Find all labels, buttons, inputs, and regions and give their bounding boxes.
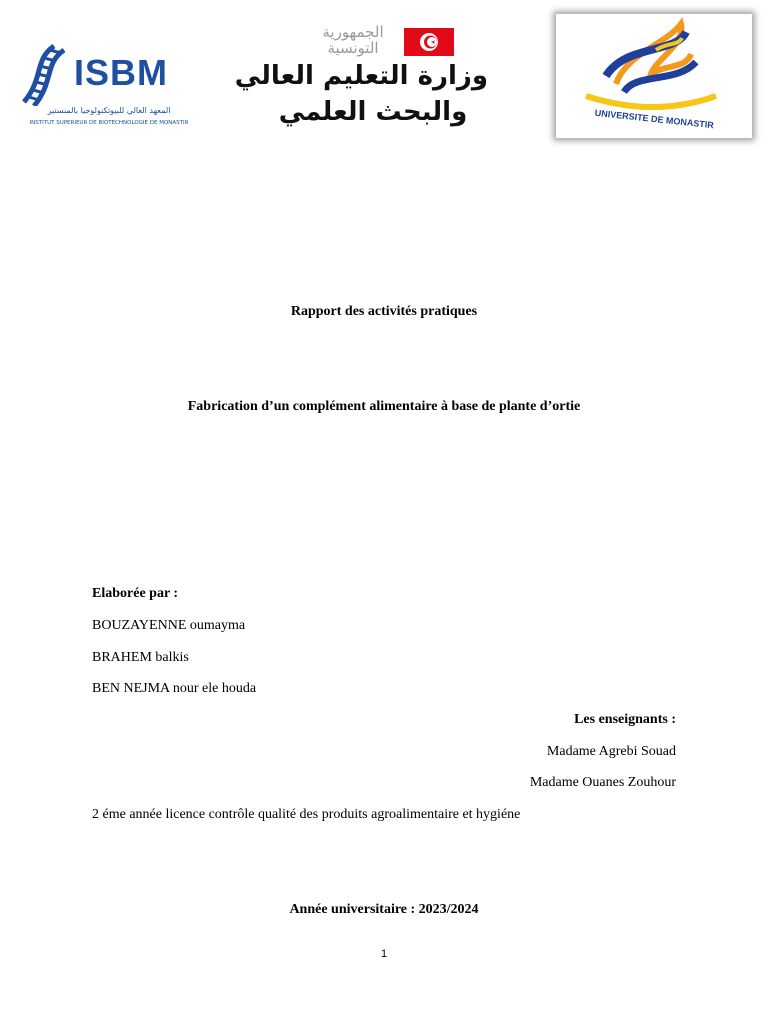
isbm-name: ISBM [74,52,168,93]
ministry-title [234,58,488,130]
university-emblem-icon [556,14,752,138]
teacher-2: Madame Ouanes Zouhour [529,775,676,790]
university-logo [556,14,752,138]
academic-year: Année universitaire : 2023/2024 [289,902,479,917]
dna-icon [14,44,68,106]
ministry-title-line1: وزارة التعليم العالي [234,61,488,91]
program-line: 2 éme année licence contrôle qualité des produits agroalimentaire et hygiéne [92,807,521,822]
republic-label: الجمهورية التونسية [322,23,384,57]
teachers-label: Les enseignants : [574,712,676,727]
isbm-arabic-name: المعهد العالي للبيوتكنولوجيا بالمنستير [47,106,171,115]
university-name: UNIVERSITE DE MONASTIR [594,107,715,131]
teacher-1: Madame Agrebi Souad [546,744,676,759]
authors-label: Elaborée par : [92,586,179,601]
author-2: BRAHEM balkis [92,650,189,665]
isbm-subtitle: INSTITUT SUPÉRIEUR DE BIOTECHNOLOGIE DE MONASTIR [29,120,189,126]
ministry-logo [234,22,488,134]
page-number: 1 [380,948,388,960]
report-subject: Fabrication d’un complément alimentaire à base de plante d’ortie [187,399,581,414]
isbm-logo [12,44,202,134]
report-title: Rapport des activités pratiques [290,304,478,319]
tunisia-flag-icon [404,28,454,56]
author-1: BOUZAYENNE oumayma [92,618,246,633]
ministry-title-line2: والبحث العلمي [278,97,468,127]
author-3: BEN NEJMA nour ele houda [92,681,257,696]
